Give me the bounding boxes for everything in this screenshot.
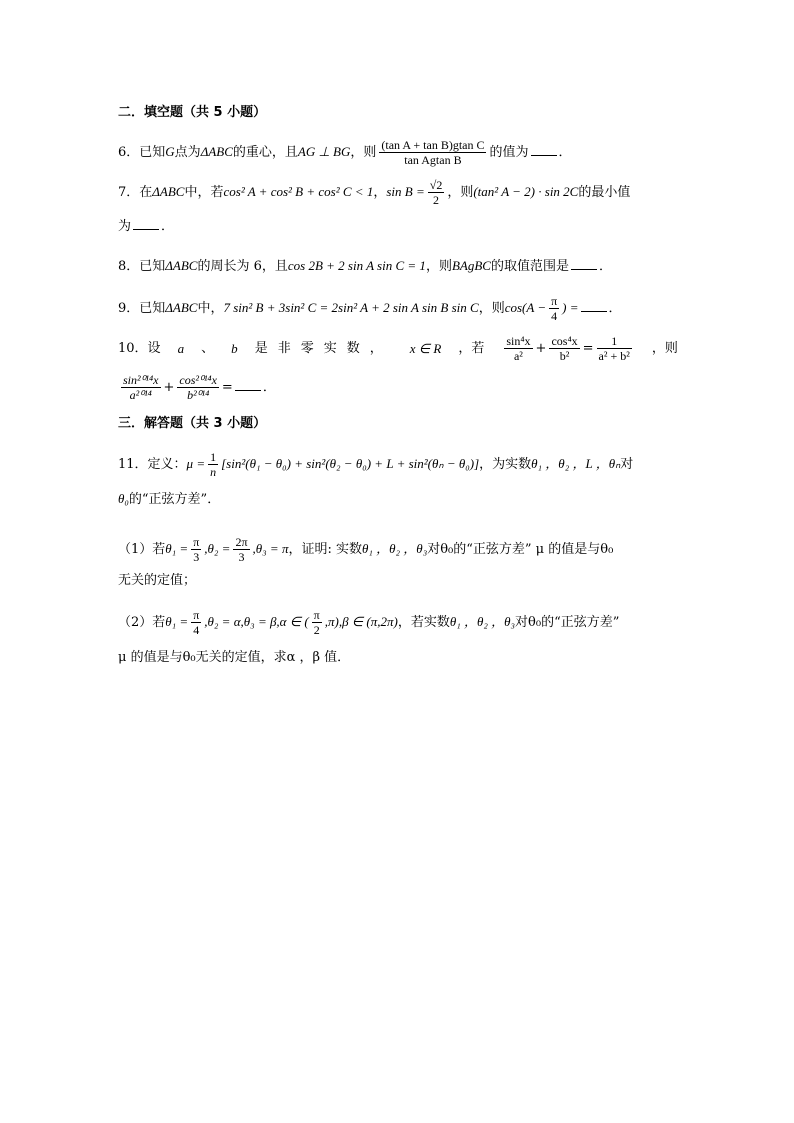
q7-expression: (tan² A − 2) · sin 2C — [473, 184, 579, 199]
q11-p2-t1: θ₁ = — [165, 614, 189, 629]
question-11 — [118, 450, 633, 479]
question-7 — [118, 178, 630, 207]
q11-p1-tail: 对θ₀的“正弦方差” μ 的值是与θ₀ — [427, 542, 614, 557]
q10-g2-den: b²⁰¹⁴ — [187, 388, 210, 402]
question-11-part1 — [118, 535, 613, 564]
q11-p1-3b: 3 — [238, 550, 245, 564]
q7-sinb: sin B = — [386, 184, 425, 199]
q7-den: 2 — [433, 193, 440, 207]
q11-line2-text: 的“正弦方差”． — [128, 492, 221, 507]
q10-then: ，则 — [651, 340, 678, 356]
q8-lead: 8．已知 — [118, 259, 166, 274]
q11-p1-pi: π — [193, 535, 200, 549]
q11-p1-3a: 3 — [193, 550, 200, 564]
q8-mid1: 的周长为 6，且 — [197, 259, 288, 274]
q11-p2-2: 2 — [313, 623, 320, 637]
q7-condition: cos² A + cos² B + cos² C < 1 — [223, 184, 374, 199]
q11-p1-t3: ,θ₃ = π — [252, 541, 289, 556]
q10-mid1: 是非零实数， — [254, 340, 393, 356]
q9-condition: 7 sin² B + 3sin² C = 2sin² A + 2 sin A sin B sin C — [223, 300, 479, 315]
question-11-line2 — [118, 489, 220, 510]
q6-tail: 的值为 — [489, 145, 529, 160]
question-10-line2: $\frac{\text{sin²⁰¹⁴x}}{\text{a²⁰¹⁴}}$ + $\frac{\text{cos²⁰¹⁴x}}{\text{b²⁰¹⁴}}$ = ． — [123, 373, 276, 402]
q10-f1-num: sin⁴x — [506, 334, 531, 348]
q11-p2-4: 4 — [193, 623, 200, 637]
q10-equation — [501, 334, 634, 363]
section-heading-answers: 三．解答题（共 3 小题） — [118, 416, 267, 431]
answer-blank — [133, 217, 159, 230]
section-heading-fill-in: 二．填空题（共 5 小题） — [118, 105, 267, 120]
q11-p1-t2: ,θ₂ = — [204, 541, 231, 556]
q10-lead: 10．设 — [118, 340, 161, 356]
q11-p2-t2: ,θ₂ = α,θ₃ = β,α ∈ ( — [204, 614, 309, 629]
q11-mid1: ，为实数 — [479, 457, 532, 472]
q10-f2-den: b² — [559, 349, 570, 363]
q11-one: 1 — [210, 450, 217, 464]
q11-vars: θ₁ ，θ₂ ，L ，θₙ — [531, 456, 621, 471]
q11-p2-lead: （2）若 — [118, 615, 166, 630]
q10-eq-2: = — [221, 380, 233, 395]
q9-four: 4 — [551, 309, 558, 323]
q10-f2-num: cos⁴x — [551, 334, 578, 348]
q11-p1-2pi: 2π — [235, 535, 248, 549]
q8-vector: BAgBC — [451, 258, 491, 273]
q6-g: G — [165, 144, 175, 159]
question-11-part2 — [118, 608, 619, 637]
q6-frac-num: (tan A + tan B)gtan C — [381, 138, 485, 152]
q11-tail1: 对 — [620, 457, 634, 472]
q11-mu: μ = — [186, 456, 206, 471]
q9-lead: 9．已知 — [118, 301, 166, 316]
q7-sqrt: √2 — [429, 178, 443, 192]
question-7-line2: 为 ． — [118, 219, 175, 234]
q10-sep1: 、 — [201, 340, 215, 356]
q10-frac2 — [549, 334, 579, 363]
question-6: 6．已知G点为ΔABC的重心，且AG ⊥ BG，则 $\frac{\text{(tan A + tan B)gtan C}}{\text{tan Agtan B}}$ 的值为 ． — [118, 138, 572, 167]
answer-blank — [531, 143, 557, 156]
q10-plus-2: + — [163, 380, 175, 395]
q11-p1-t1: θ₁ = — [165, 541, 189, 556]
q10-plus: + — [535, 341, 547, 356]
q10-frac1 — [504, 334, 532, 363]
q11-p1-lead: （1）若 — [118, 542, 166, 557]
q9-mid2: ，则 — [478, 301, 505, 316]
q10-x: x ∈ R — [409, 340, 442, 356]
q7-lead: 7．在 — [118, 185, 153, 200]
q10-g2-num: cos²⁰¹⁴x — [179, 373, 217, 387]
answer-blank — [571, 257, 597, 270]
q11-p1-frac1 — [191, 535, 201, 564]
q7-triangle: ΔABC — [152, 184, 185, 199]
q6-mid1: 点为 — [174, 145, 201, 160]
q6-frac-den: tan Agtan B — [404, 153, 462, 167]
q11-p1-vars: θ₁ ，θ₂ ，θ₃ — [362, 541, 428, 556]
q9-pi: π — [551, 294, 558, 308]
q7-mid1: 中，若 — [184, 185, 224, 200]
answer-blank — [581, 299, 607, 312]
q11-theta0: θ₀ — [118, 491, 129, 506]
q7-line2: 为 — [118, 219, 132, 234]
q10-gfrac2 — [177, 373, 219, 402]
q11-p1-frac2 — [233, 535, 249, 564]
q10-b: b — [231, 340, 238, 356]
q11-fraction — [208, 450, 218, 479]
q9-triangle: ΔABC — [165, 300, 198, 315]
question-8: 8．已知ΔABC的周长为 6，且cos 2B + 2 sin A sin C = 1，则BAgBC的取值范围是 ． — [118, 258, 612, 274]
q10-f3-num: 1 — [597, 334, 632, 349]
question-10 — [118, 334, 678, 363]
q9-expr-pre: cos(A − — [504, 300, 547, 315]
q7-mid2: ，则 — [447, 185, 474, 200]
q11-sum: [sin²(θ₁ − θ₀) + sin²(θ₂ − θ₀) + L + sin²(θₙ − θ₀)] — [221, 456, 480, 471]
q8-mid2: ，则 — [425, 259, 452, 274]
answer-blank — [235, 378, 261, 391]
q11-n: n — [210, 465, 217, 479]
q10-g1-num: sin²⁰¹⁴x — [123, 373, 159, 387]
q11-p2-pi: π — [193, 608, 200, 622]
q11-p1-mid: ，证明: 实数 — [288, 542, 362, 557]
q6-triangle: ΔABC — [200, 144, 233, 159]
q9-fraction — [549, 294, 559, 323]
q8-tail: 的取值范围是 — [490, 259, 569, 274]
question-11-part1-line2: 无关的定值； — [118, 573, 197, 588]
q11-p2-frac1 — [191, 608, 201, 637]
q7-sep: ， — [373, 185, 387, 200]
question-9: 9．已知ΔABC中，7 sin² B + 3sin² C = 2sin² A + 2 sin A sin B sin C，则cos(A − $\frac{\pi}{4}$ ) = ． — [118, 294, 622, 323]
q7-tail: 的最小值 — [578, 185, 631, 200]
q6-lead: 6．已知 — [118, 145, 166, 160]
q10-f1-den: a² — [513, 349, 523, 363]
q11-p2-t3: ,π),β ∈ (π,2π) — [324, 614, 398, 629]
q7-fraction — [428, 178, 445, 207]
q10-eq: = — [582, 341, 594, 356]
q10-frac3 — [597, 334, 632, 363]
q9-mid1: 中， — [197, 301, 224, 316]
q11-p2-frac2 — [312, 608, 322, 637]
q11-lead: 11．定义： — [118, 457, 187, 472]
q11-p2-mid: ，若实数 — [397, 615, 450, 630]
q6-perpendicular: AG ⊥ BG — [297, 144, 351, 159]
q6-fraction — [379, 138, 486, 167]
q10-gfrac1 — [121, 373, 161, 402]
q10-mid2: ，若 — [458, 340, 485, 356]
q6-mid2: 的重心，且 — [232, 145, 298, 160]
question-11-part2-line2: μ 的值是与θ₀无关的定值，求α ，β 值． — [118, 650, 351, 665]
q10-a: a — [177, 340, 185, 356]
q10-g1-den: a²⁰¹⁴ — [129, 388, 152, 402]
q8-condition: cos 2B + 2 sin A sin C = 1 — [287, 258, 426, 273]
q6-mid3: ，则 — [350, 145, 377, 160]
q11-p2-pi2: π — [313, 608, 320, 622]
q11-p2-vars: θ₁ ，θ₂ ，θ₃ — [449, 614, 516, 629]
q9-expr-post: ) = — [562, 300, 579, 315]
q8-triangle: ΔABC — [165, 258, 198, 273]
q10-f3-den: a² + b² — [598, 349, 630, 363]
q11-p2-tail: 对θ₀的“正弦方差” — [515, 615, 620, 630]
